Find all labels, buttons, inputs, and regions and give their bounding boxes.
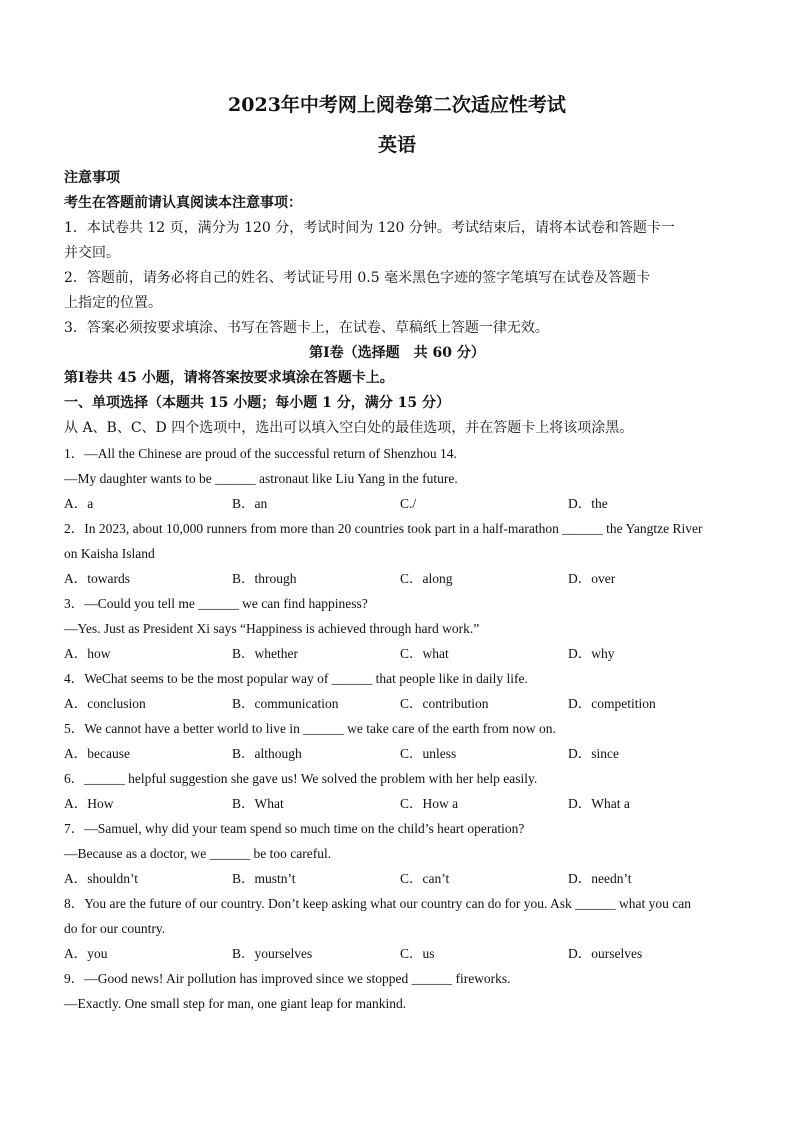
question-6-option-a: A．How	[64, 796, 114, 811]
question-4	[64, 666, 730, 716]
notice-section	[64, 166, 730, 341]
question-1-option-d: D．the	[568, 496, 608, 511]
question-4-option-b: B．communication	[232, 696, 339, 711]
question-5-options	[64, 741, 730, 766]
question-3-stem-line-1: 3．—Could you tell me ______ we can find happiness?	[64, 596, 368, 611]
notice-item-2-line-1: 2．答题前，请务必将自己的姓名、考试证号用 0.5 毫米黑色字迹的签字笔填写在试卷及答题卡	[64, 270, 651, 286]
question-3-option-c: C．what	[400, 646, 449, 661]
question-7-stem-line-1: 7．—Samuel, why did your team spend so much time on the child’s heart operation?	[64, 821, 525, 836]
subject-title: 英语	[377, 134, 416, 156]
question-1-option-a: A．a	[64, 496, 94, 511]
question-8-option-c: C．us	[400, 946, 435, 961]
question-4-options	[64, 691, 730, 716]
question-1	[64, 441, 730, 516]
question-9	[64, 966, 730, 1016]
section-1-heading: 一、单项选择（本题共 15 小题；每小题 1 分，满分 15 分）	[64, 395, 450, 411]
notice-heading: 注意事项	[64, 170, 120, 186]
question-8-option-a: A．you	[64, 946, 108, 961]
question-1-option-b: B．an	[232, 496, 268, 511]
question-4-option-c: C．contribution	[400, 696, 489, 711]
question-6-option-b: B．What	[232, 796, 284, 811]
part-1-instruction: 第Ⅰ卷共 45 小题，请将答案按要求填涂在答题卡上。	[64, 370, 394, 386]
question-2-option-d: D．over	[568, 571, 616, 586]
exam-title: 2023年中考网上阅卷第二次适应性考试	[228, 94, 566, 116]
question-8	[64, 891, 730, 966]
question-3-option-d: D．why	[568, 646, 615, 661]
question-2-stem-line-1: 2．In 2023, about 10,000 runners from more than 20 countries took part in a half-marathon ______ the Yangtze River	[64, 521, 703, 536]
question-8-stem-line-1: 8．You are the future of our country. Don’t keep asking what our country can do for you. Ask ______ what you can	[64, 896, 691, 911]
question-3-stem-line-2: —Yes. Just as President Xi says “Happiness is achieved through hard work.”	[64, 621, 480, 636]
question-2-options	[64, 566, 730, 591]
notice-intro: 考生在答题前请认真阅读本注意事项：	[64, 195, 302, 211]
question-7-options	[64, 866, 730, 891]
notice-item-1-line-2: 并交回。	[64, 245, 120, 261]
question-9-stem-line-1: 9．—Good news! Air pollution has improved since we stopped ______ fireworks.	[64, 971, 511, 986]
question-8-options	[64, 941, 730, 966]
question-5-option-b: B．although	[232, 746, 302, 761]
question-3-option-b: B．whether	[232, 646, 298, 661]
notice-item-1-line-1: 1．本试卷共 12 页，满分为 120 分，考试时间为 120 分钟。考试结束后，请将本试卷和答题卡一	[64, 220, 675, 236]
question-5-option-d: D．since	[568, 746, 619, 761]
question-7	[64, 816, 730, 891]
question-1-stem-line-2: —My daughter wants to be ______ astronaut like Liu Yang in the future.	[64, 471, 458, 486]
question-7-option-c: C．can’t	[400, 871, 450, 886]
question-5-option-a: A．because	[64, 746, 130, 761]
question-4-option-d: D．competition	[568, 696, 656, 711]
notice-item-2-line-2: 上指定的位置。	[64, 295, 162, 311]
question-6-stem-line-1: 6．______ helpful suggestion she gave us! We solved the problem with her help easily.	[64, 771, 538, 786]
question-8-option-d: D．ourselves	[568, 946, 643, 961]
question-7-stem-line-2: —Because as a doctor, we ______ be too careful.	[64, 846, 332, 861]
question-6-option-c: C．How a	[400, 796, 459, 811]
section-1-instruction: 从 A、B、C、D 四个选项中，选出可以填入空白处的最佳选项，并在答题卡上将该项涂黑。	[64, 420, 634, 436]
question-7-option-a: A．shouldn’t	[64, 871, 139, 886]
question-8-stem-line-2: do for our country.	[64, 921, 166, 936]
question-5-option-c: C．unless	[400, 746, 457, 761]
question-7-option-d: D．needn’t	[568, 871, 632, 886]
question-2-option-b: B．through	[232, 571, 297, 586]
question-3-options	[64, 641, 730, 666]
question-6	[64, 766, 730, 816]
question-7-option-b: B．mustn’t	[232, 871, 296, 886]
question-8-option-b: B．yourselves	[232, 946, 313, 961]
question-2-option-a: A．towards	[64, 571, 130, 586]
question-5-stem-line-1: 5．We cannot have a better world to live in ______ we take care of the earth from now on.	[64, 721, 556, 736]
question-4-option-a: A．conclusion	[64, 696, 146, 711]
question-9-stem-line-2: —Exactly. One small step for man, one giant leap for mankind.	[64, 996, 407, 1011]
question-2-option-c: C．along	[400, 571, 453, 586]
part-1-heading: 第Ⅰ卷（选择题 共 60 分）	[309, 345, 485, 361]
question-5	[64, 716, 730, 766]
question-2-stem-line-2: on Kaisha Island	[64, 546, 155, 561]
question-6-options	[64, 791, 730, 816]
question-2	[64, 516, 730, 591]
question-4-stem-line-1: 4．WeChat seems to be the most popular way of ______ that people like in daily life.	[64, 671, 528, 686]
question-1-options	[64, 491, 730, 516]
question-1-stem-line-1: 1．—All the Chinese are proud of the successful return of Shenzhou 14.	[64, 446, 457, 461]
notice-item-3: 3．答案必须按要求填涂、书写在答题卡上，在试卷、草稿纸上答题一律无效。	[64, 320, 549, 336]
question-6-option-d: D．What a	[568, 796, 630, 811]
question-3-option-a: A．how	[64, 646, 111, 661]
question-1-option-c: C./	[400, 496, 417, 511]
question-3	[64, 591, 730, 666]
